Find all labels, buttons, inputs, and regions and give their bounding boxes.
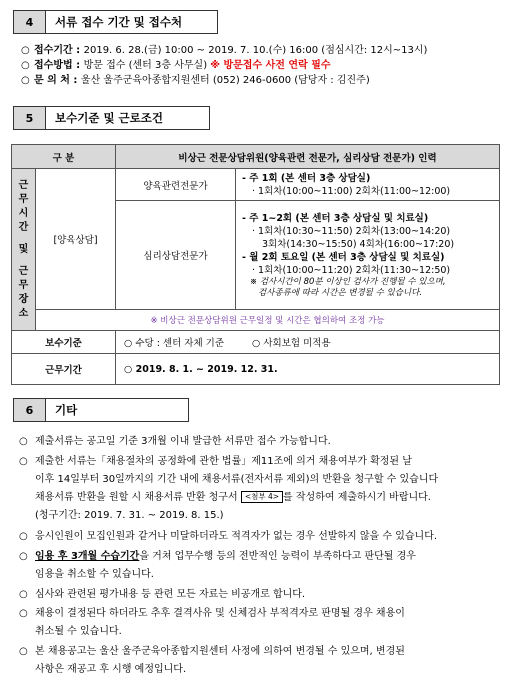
pay-value: ○ 수당 : 센터 자체 기준 ○ 사회보험 미적용 — [116, 331, 500, 354]
section-6-header — [13, 398, 189, 422]
category-cell: [양육상담] — [36, 169, 116, 310]
notice-item: ○ 임용 후 3개월 수습기간을 거쳐 업무수행 등의 전반적인 능력이 부족하다고 판단될 경우 임용을 취소할 수 있습니다. — [19, 551, 416, 580]
contact-line: ○ 문 의 처 : 울산 울주군육아종합지원센터 (052) 246-0600 (담당자 : 김진주) — [21, 75, 370, 86]
pay-label: 보수기준 — [12, 331, 116, 354]
work-conditions-table — [11, 144, 500, 385]
role-cell: 심리상담전문가 — [116, 201, 236, 310]
section-title: 보수기준 및 근로조건 — [46, 106, 210, 130]
section-title: 서류 접수 기간 및 접수처 — [46, 10, 218, 34]
schedule-cell: - 주 1~2회 (본 센터 3층 상담실 및 치료실) · 1회차(10:30~11:50) 2회차(13:00~14:20) 3회차(14:30~15:50) 4회차(16:00~17:20) - 월 2회 토요일 (본 센터 3층 상담실 및 치료실) · 1회차(10:00~11:20) 2회차(11:30~12:50) ※ 검사시간이 80분 이상인 검사가 진행될 수 있으며, 검사종류에 따라 시간은 변경될 수 있습니다. — [236, 201, 500, 310]
section-number: 5 — [13, 106, 46, 130]
section-title: 기타 — [46, 398, 189, 422]
schedule-cell: - 주 1회 (본 센터 3층 상담실) · 1회차(10:00~11:00) 2회차(11:00~12:00) — [236, 169, 500, 201]
attachment-label: <첨부 4> — [241, 491, 283, 503]
period-label: 근무기간 — [12, 354, 116, 385]
role-cell: 양육관련전문가 — [116, 169, 236, 201]
probation-emphasis: 임용 후 3개월 수습기간 — [35, 551, 140, 562]
notice-item: ○ 본 채용공고는 울산 울주군육아종합지원센터 사정에 의하여 변경될 수 있으며, 변경된 사항은 재공고 후 시행 예정입니다. — [19, 646, 405, 675]
notice-required: ※ 방문접수 사전 연락 필수 — [210, 60, 331, 71]
notice-item: ○ 제출한 서류는「채용절차의 공정화에 관한 법률」제11조에 의거 채용여부가 확정된 날 이후 14일부터 30일까지의 기간 내에 채용서류(전자서류 제외)의 반환을 청구할 수 있습니다 채용서류 반환을 원할 시 채용서류 반환 청구서 <첨부 4> 를 작성하여 제출하시기 바랍니다. (청구기간: 2019. 7. 31. ~ 2019. 8. 15.) — [19, 456, 439, 521]
table-header: 구 분 — [12, 145, 116, 169]
notice-item: ○ 심사와 관련된 평가내용 등 관련 모든 자료는 비공개로 합니다. — [19, 589, 306, 600]
apply-method-line: ○ 접수방법 : 방문 접수 (센터 3층 사무실) ※ 방문접수 사전 연락 필수 — [21, 60, 331, 71]
section-4-header — [13, 10, 218, 34]
section-5-header — [13, 106, 210, 130]
section-number: 4 — [13, 10, 46, 34]
table-header: 비상근 전문상담위원(양육관련 전문가, 심리상담 전문가) 인력 — [116, 145, 500, 169]
period-value: ○ 2019. 8. 1. ~ 2019. 12. 31. — [116, 354, 500, 385]
notice-item: ○ 제출서류는 공고일 기준 3개월 이내 발급한 서류만 접수 가능합니다. — [19, 436, 331, 447]
work-time-place-label: 근 무 시 간 및 근 무 장 소 — [12, 169, 36, 331]
notice-item: ○ 응시인원이 모집인원과 같거나 미달하더라도 적격자가 없는 경우 선발하지 않을 수 있습니다. — [19, 531, 438, 542]
schedule-footnote: ※ 비상근 전문상담위원 근무일정 및 시간은 협의하여 조정 가능 — [36, 310, 500, 331]
section-number: 6 — [13, 398, 46, 422]
notice-item: ○ 채용이 결정된다 하더라도 추후 결격사유 및 신체검사 부적격자로 판명될 경우 채용이 취소될 수 있습니다. — [19, 608, 405, 637]
apply-period-line: ○ 접수기간 : 2019. 6. 28.(금) 10:00 ~ 2019. 7. 10.(수) 16:00 (점심시간: 12시~13시) — [21, 45, 428, 56]
